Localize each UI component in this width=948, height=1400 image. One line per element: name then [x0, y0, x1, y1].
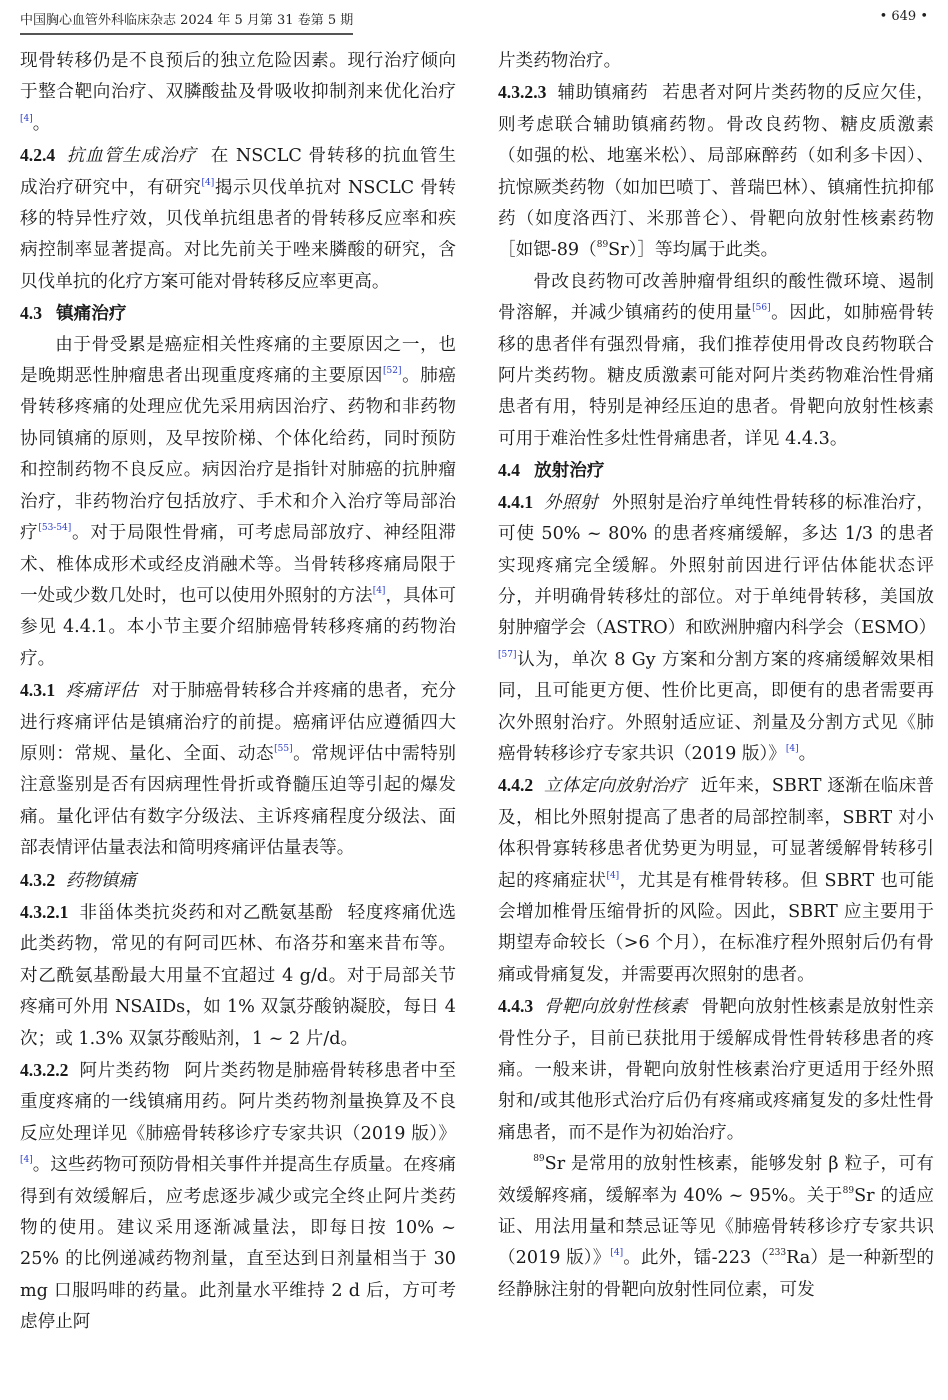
section-number: 4.3.2.2 — [20, 1060, 69, 1080]
paragraph-text: 。这些药物可预防骨相关事件并提高生存质量。在疼痛得到有效缓解后，应考虑逐步减少或完全终止阿片类药物的使用。建议采用逐渐减量法，即每日按 10% ~ 25% 的比例递减药物剂量，直至达到日剂量相当于 30 mg 口服吗啡的药量。此剂量水平维持 2 d 后，方可考虑停止阿 — [20, 1155, 456, 1333]
paragraph-text: 。肺癌骨转移疼痛的处理应优先采用病因治疗、药物和非药物协同镇痛的原则，及早按阶梯、个体化给药，同时预防和控制药物不良反应。病因治疗是指针对肺癌的抗肿瘤治疗，非药物治疗包括放疗、手术和介入治疗等局部治疗 — [20, 366, 456, 544]
paragraph-text: Ra）是一种新型的经静脉注射的骨靶向放射性同位素，可发 — [498, 1248, 934, 1300]
paragraph-text: 。 — [798, 743, 817, 764]
citation-link[interactable]: [4] — [610, 1248, 624, 1259]
citation-link[interactable]: [57] — [498, 649, 517, 660]
isotope-superscript: 89 — [596, 240, 609, 251]
section-title: 骨靶向放射性核素 — [543, 997, 688, 1018]
paragraph-text: Sr）］等均属于此类。 — [608, 240, 779, 261]
paragraph-text: 阿片类药物是肺癌骨转移患者中至重度疼痛的一线镇痛用药。阿片类药物剂量换算及不良反应处理详见《肺癌骨转移诊疗专家共识（2019 版）》 — [20, 1061, 456, 1144]
section-heading-4-3-2 — [20, 865, 456, 897]
isotope-superscript: 233 — [768, 1248, 787, 1259]
paragraph-text: Sr 的适应证、用法用量和禁忌证等见《肺癌骨转移诊疗专家共识（2019 版）》 — [498, 1185, 935, 1269]
isotope-superscript: 89 — [842, 1185, 855, 1196]
right-column — [498, 46, 937, 1306]
paragraph-text: 近年来，SBRT 逐渐在临床普及，相比外照射提高了患者的局部控制率，SBRT 对小体积骨寡转移患者优势更为明显，可显著缓解骨转移引起的疼痛症状 — [498, 776, 934, 891]
section-title: 镇痛治疗 — [56, 303, 127, 325]
section-4-3-2-1 — [20, 897, 456, 1055]
paragraph-text: Sr 是常用的放射性核素，能够发射 β 粒子，可有效缓解疼痛，缓解率为 40% ~ 95%。关于 — [498, 1154, 934, 1206]
section-title: 非甾体类抗炎药和对乙酰氨基酚 — [78, 902, 334, 923]
citation-link[interactable]: [4] — [372, 585, 386, 596]
paragraph-text: 。对于局限性骨痛，可考虑局部放疗、神经阻滞术、椎体成形术或经皮消融术等。当骨转移疼痛局限于一处或少数几处时，也可以使用外照射的方法 — [20, 523, 456, 606]
section-title: 外照射 — [543, 492, 598, 513]
paragraph-text: 。因此，如肺癌骨转移的患者伴有强烈骨痛，我们推荐使用骨改良药物联合阿片类药物。糖皮质激素可能对阿片类药物难治性骨痛患者有用，特别是神经压迫的患者。骨靶向放射性核素可用于难治性多灶性骨痛患者，详见 4.4.3。 — [498, 303, 934, 449]
paragraph-text: 外照射是治疗单纯性骨转移的标准治疗，可使 50% ~ 80% 的患者疼痛缓解，多达 1/3 的患者实现疼痛完全缓解。外照射前因进行评估体能状态评分，并明确骨转移灶的部位。对于单纯骨转移，美国放射肿瘤学会（ASTRO）和欧洲肿瘤内科学会（ESMO） — [498, 492, 937, 639]
citation-link[interactable]: [4] — [201, 177, 215, 188]
left-column — [20, 46, 456, 1339]
paragraph-text: 现骨转移仍是不良预后的独立危险因素。现行治疗倾向于整合靶向治疗、双膦酸盐及骨吸收抑制剂来优化治疗 — [20, 51, 456, 103]
section-4-3-1 — [20, 675, 456, 864]
section-title: 放射治疗 — [534, 460, 605, 482]
paragraph-text: 轻度疼痛优选此类药物，常见的有阿司匹林、布洛芬和塞来昔布等。对乙酰氨基酚最大用量不宜超过 4 g/d。对于局部关节疼痛可外用 NSAIDs，如 1% 双氯芬酸钠凝胶，每日 4 次；或 1.3% 双氯芬酸贴剂，1 ~ 2 片/d。 — [20, 902, 456, 1049]
section-4-4-2 — [498, 770, 934, 991]
page-header — [0, 0, 948, 36]
paragraph-text: 认为，单次 8 Gy 方案和分割方案的疼痛缓解效果相同，且可能更方便、性价比更高，即便有的患者需要再次外照射治疗。外照射适应证、剂量及分割方式见《肺癌骨转移诊疗专家共识（2019 版）》 — [498, 649, 934, 764]
section-4-3-2-2 — [20, 1055, 456, 1339]
section-title: 辅助镇痛药 — [556, 83, 649, 104]
paragraph-text: 对于肺癌骨转移合并疼痛的患者，充分进行疼痛评估是镇痛治疗的前提。癌痛评估应遵循四大原则：常规、量化、全面、动态 — [20, 681, 456, 764]
paragraph-text: ，具体可参见 4.4.1。本小节主要介绍肺癌骨转移疼痛的药物治疗。 — [20, 585, 456, 669]
paragraph-text: 。 — [32, 113, 51, 134]
citation-link[interactable]: [4] — [606, 870, 620, 881]
section-number: 4.4.1 — [498, 491, 534, 512]
citation-link[interactable]: [4] — [20, 113, 33, 124]
section-number: 4.3.2.3 — [498, 82, 547, 103]
section-title: 抗血管生成治疗 — [65, 146, 197, 167]
section-title: 药物镇痛 — [65, 870, 137, 891]
paragraph-text: 由于骨受累是癌症相关性疼痛的主要原因之一，也是晚期恶性肿瘤患者出现重度疼痛的主要原因 — [20, 334, 456, 387]
paragraph-text: ，尤其是有椎骨转移。但 SBRT 也可能会增加椎骨压缩骨折的风险。因此，SBRT 应主要用于期望寿命较长（>6 个月），在标准疗程外照射后仍有骨痛或骨痛复发，并需要再次照射的患者。 — [498, 870, 934, 985]
section-4-3-2-3 — [498, 77, 934, 266]
section-number: 4.3 — [20, 303, 42, 324]
citation-link[interactable]: [55] — [274, 743, 293, 754]
page-number: • 649 • — [879, 9, 928, 24]
citation-link[interactable]: [52] — [383, 366, 402, 377]
citation-link[interactable]: [4] — [785, 743, 799, 754]
paragraph — [20, 46, 456, 140]
citation-link[interactable]: [53-54] — [38, 523, 72, 534]
section-4-4-1 — [498, 487, 937, 771]
section-4-2-4 — [20, 140, 456, 298]
citation-link[interactable]: [4] — [20, 1155, 33, 1166]
section-heading-4-3 — [20, 298, 456, 329]
section-number: 4.4.3 — [498, 996, 534, 1017]
paragraph-text: 骨改良药物可改善肿瘤骨组织的酸性微环境、遏制骨溶解，并减少镇痛药的使用量 — [498, 271, 934, 324]
section-number: 4.3.2 — [20, 869, 56, 890]
paragraph-text: 。常规评估中需特别注意鉴别是否有因病理性骨折或脊髓压迫等引起的爆发痛。量化评估有数字分级法、主诉疼痛程度分级法、面部表情评估量表法和简明疼痛评估量表等。 — [20, 743, 456, 859]
section-title: 阿片类药物 — [78, 1061, 171, 1081]
paragraph-text: 骨靶向放射性核素是放射性亲骨性分子，目前已获批用于缓解成骨性骨转移患者的疼痛。一般来讲，骨靶向放射性核素治疗更适用于经外照射和/或其他形式治疗后仍有疼痛或疼痛复发的多灶性骨痛患者，而不是作为初始治疗。 — [498, 997, 934, 1143]
paragraph — [498, 1149, 934, 1306]
paragraph — [498, 267, 934, 455]
section-4-4-3 — [498, 991, 934, 1149]
section-heading-4-4 — [498, 455, 934, 486]
section-title: 立体定向放射治疗 — [543, 776, 687, 797]
section-number: 4.2.4 — [20, 145, 56, 166]
paragraph-text: 若患者对阿片类药物的反应欠佳，则考虑联合辅助镇痛药物。骨改良药物、糖皮质激素（如强的松、地塞米松）、局部麻醉药（如利多卡因）、抗惊厥类药物（如加巴喷丁、普瑞巴林）、镇痛性抗抑郁药（如度洛西汀、米那普仑）、骨靶向放射性核素药物［如锶-89（ — [498, 83, 934, 261]
section-number: 4.4.2 — [498, 775, 534, 796]
journal-title: 中国胸心血管外科临床杂志 2024 年 5 月第 31 卷第 5 期 — [20, 9, 353, 35]
section-number: 4.3.2.1 — [20, 901, 69, 922]
paragraph — [20, 330, 456, 675]
section-title: 疼痛评估 — [65, 681, 138, 702]
paragraph-text: 。此外，镭-223（ — [623, 1248, 769, 1269]
citation-link[interactable]: [56] — [752, 303, 771, 314]
paragraph-text: 揭示贝伐单抗对 NSCLC 骨转移的特异性疗效，贝伐单抗组患者的骨转移反应率和疾病控制率显著提高。对比先前关于唑来膦酸的研究，含贝伐单抗的化疗方案可能对骨转移反应率更高。 — [20, 177, 456, 292]
section-number: 4.3.1 — [20, 680, 56, 701]
paragraph-text: 片类药物治疗。 — [498, 51, 622, 71]
paragraph — [498, 46, 934, 77]
isotope-superscript: 89 — [533, 1154, 545, 1165]
section-number: 4.4 — [498, 460, 520, 481]
paragraph-text: 在 NSCLC 骨转移的抗血管生成治疗研究中，有研究 — [20, 146, 456, 198]
